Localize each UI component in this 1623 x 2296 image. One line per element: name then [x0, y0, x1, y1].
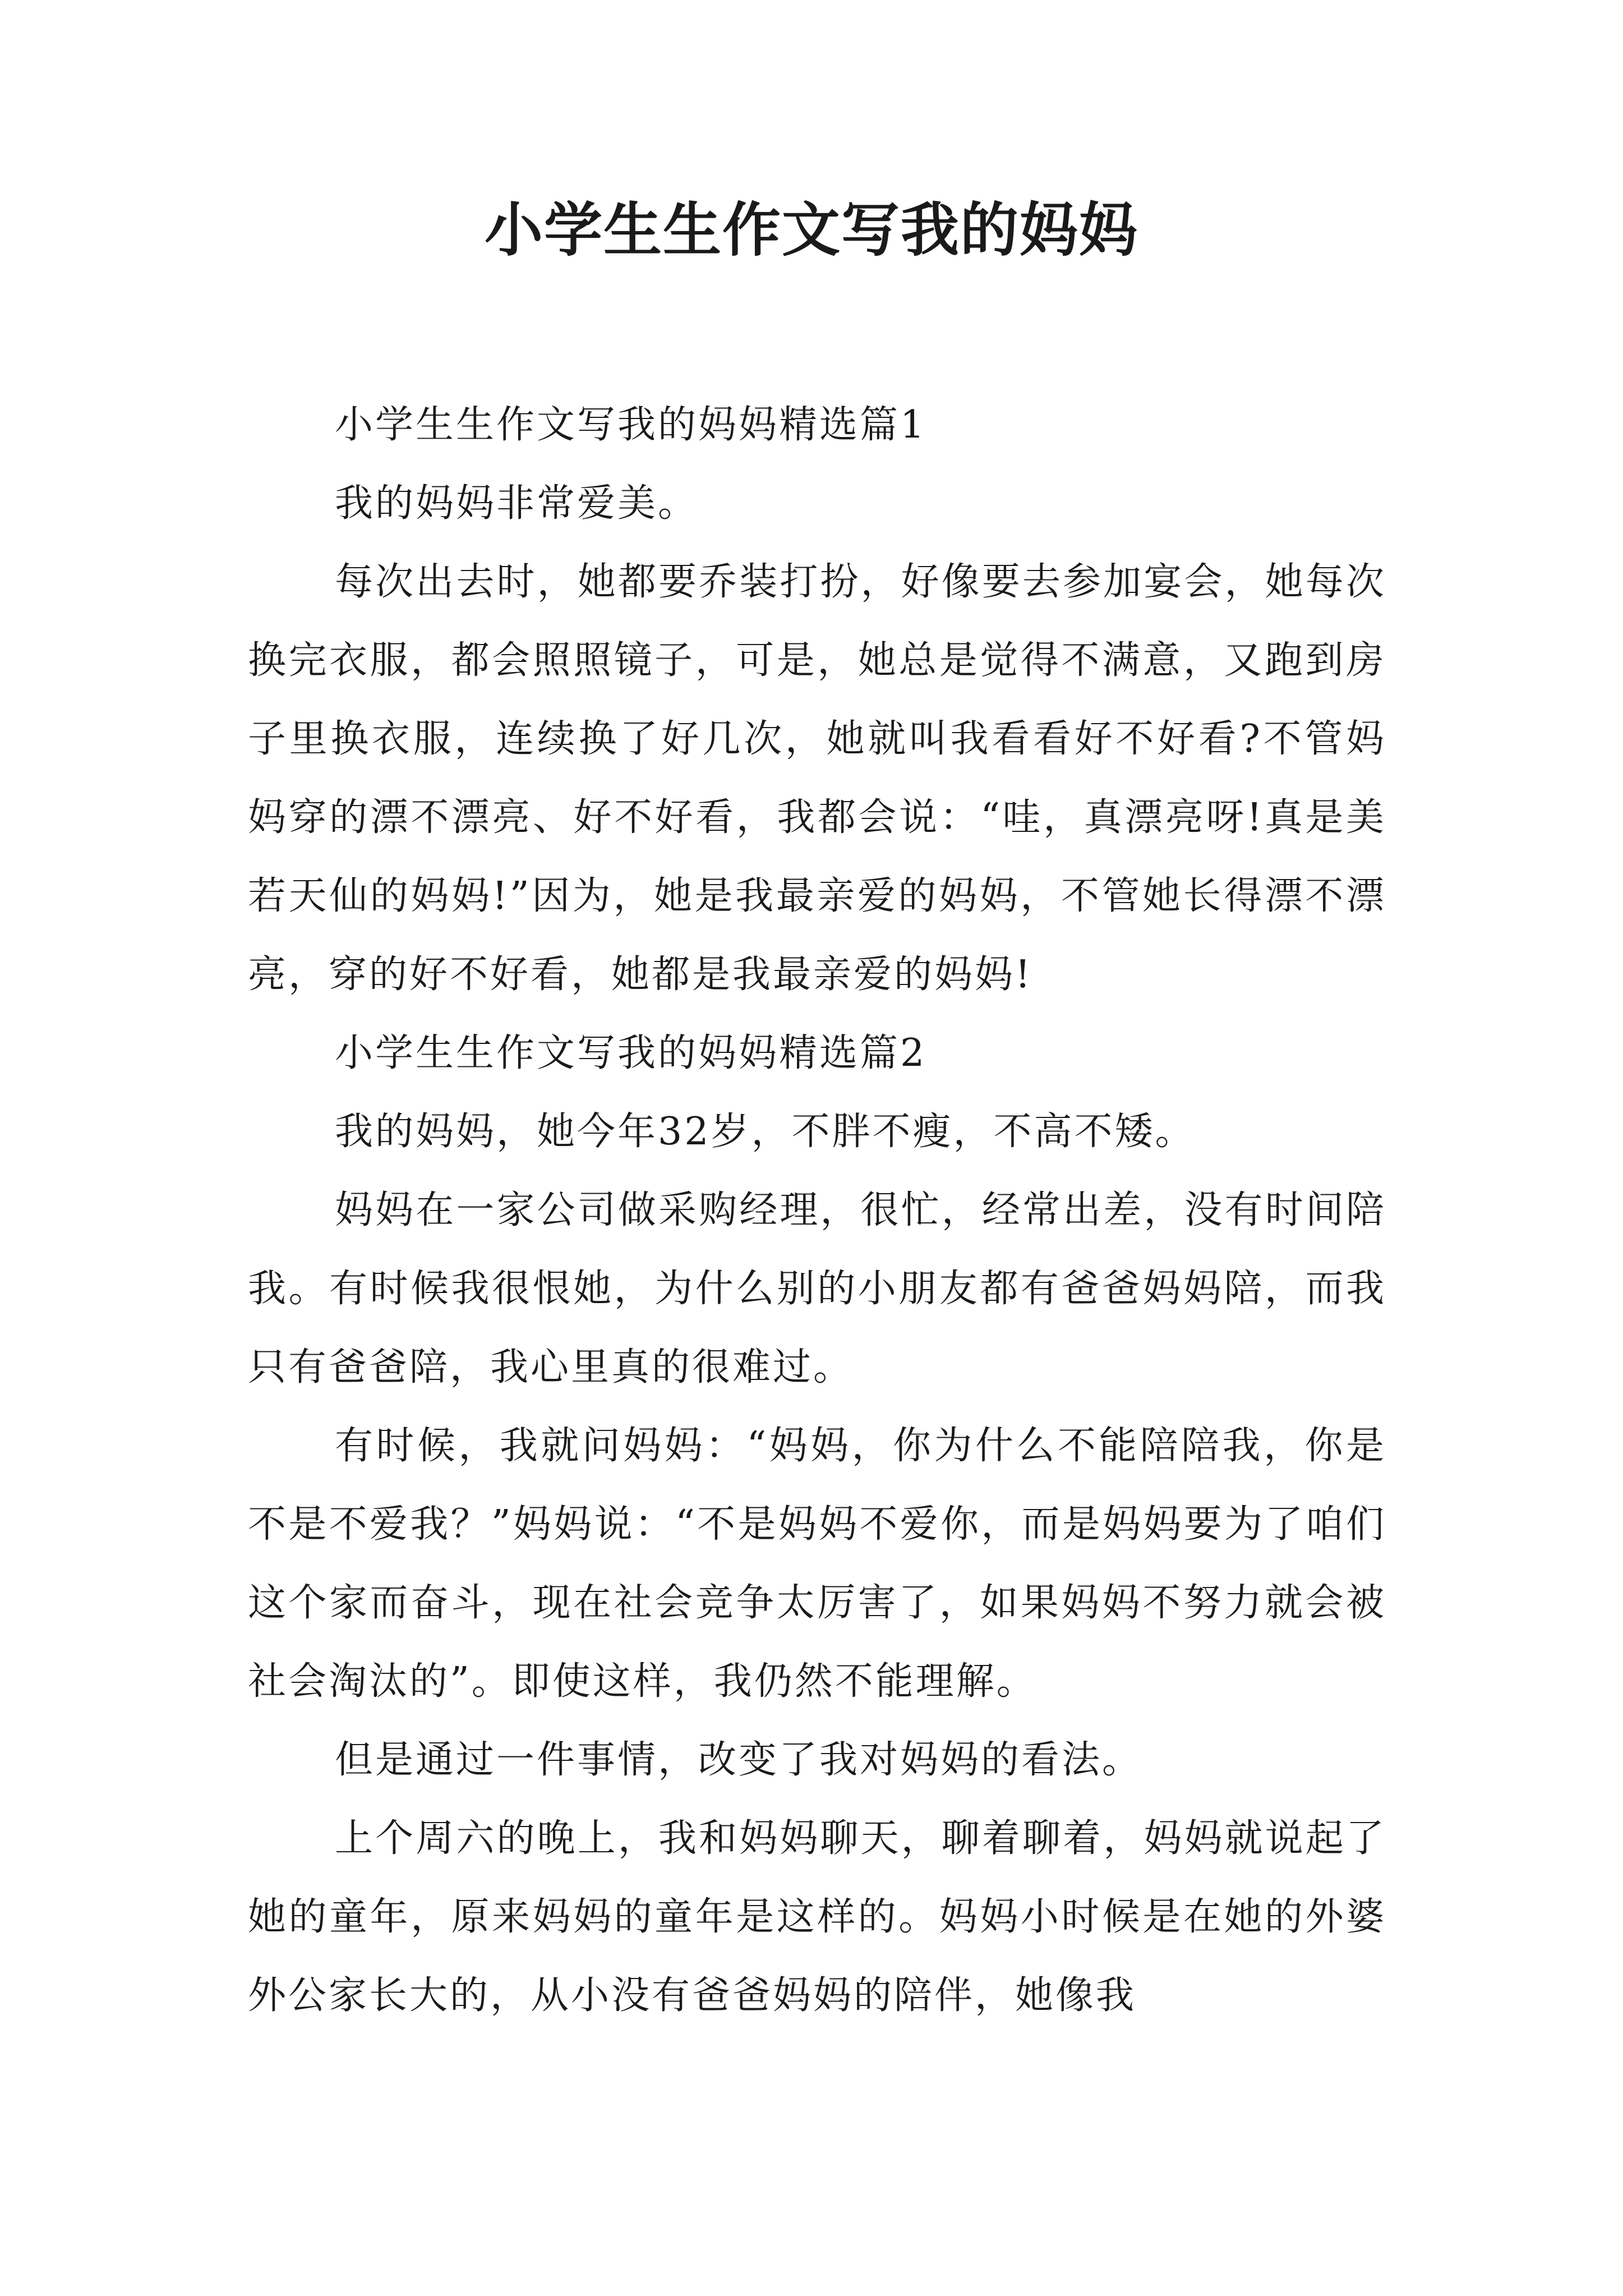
section-heading: 小学生生作文写我的妈妈精选篇2: [335, 1031, 927, 1075]
paragraph: 我的妈妈非常爱美。: [335, 481, 699, 526]
section-heading: 小学生生作文写我的妈妈精选篇1: [335, 403, 927, 447]
paragraph: 上个周六的晚上，我和妈妈聊天，聊着聊着，妈妈就说起了她的童年，原来妈妈的童年是这样的。妈妈小时候是在她的外婆外公家长大的，从小没有爸爸妈妈的陪伴，她像我: [248, 1816, 1386, 2018]
paragraph: 妈妈在一家公司做采购经理，很忙，经常出差，没有时间陪我。有时候我很恨她，为什么别的小朋友都有爸爸妈妈陪，而我只有爸爸陪，我心里真的很难过。: [248, 1188, 1386, 1389]
paragraph: 每次出去时，她都要乔装打扮，好像要去参加宴会，她每次换完衣服，都会照照镜子，可是，她总是觉得不满意，又跑到房子里换衣服，连续换了好几次，她就叫我看看好不好看?不管妈妈穿的漂不漂亮、好不好看，我都会说：“哇，真漂亮呀!真是美若天仙的妈妈!”因为，她是我最亲爱的妈妈，不管她长得漂不漂亮，穿的好不好看，她都是我最亲爱的妈妈!: [248, 560, 1386, 997]
paragraph: 但是通过一件事情，改变了我对妈妈的看法。: [335, 1738, 1143, 1782]
document-body: [248, 386, 1386, 2035]
paragraph: 我的妈妈，她今年32岁，不胖不瘦，不高不矮。: [335, 1110, 1196, 1154]
document-title: 小学生生作文写我的妈妈: [484, 195, 1138, 264]
paragraph: 有时候，我就问妈妈：“妈妈，你为什么不能陪陪我，你是不是不爱我？”妈妈说：“不是妈妈不爱你，而是妈妈要为了咱们这个家而奋斗，现在社会竞争太厉害了，如果妈妈不努力就会被社会淘汰的”。即使这样，我仍然不能理解。: [248, 1424, 1386, 1704]
